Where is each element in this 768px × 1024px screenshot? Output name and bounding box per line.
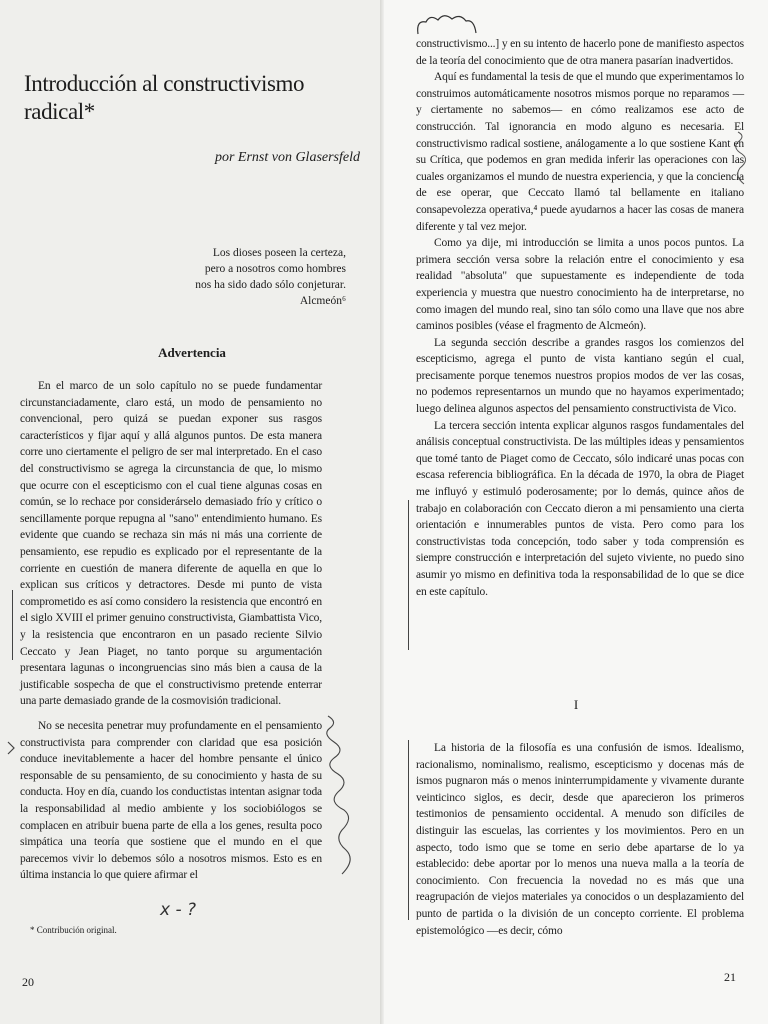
footnote: * Contribución original. [30, 925, 117, 935]
handwritten-note: x - ? [160, 900, 197, 920]
epigraph-line: Los dioses poseen la certeza, [212, 247, 346, 259]
page-number: 21 [724, 970, 736, 984]
paragraph-text: No se necesita penetrar muy profundamente en el pensamiento constructivista para comprender con claridad que esa posición conduce inevitablemente a hacer del hombre pensante el único responsable de su pensamiento, de su conocimiento y hasta de su conducta. Hoy en día, cuando los conductistas intentan asignar toda la responsabilidad al medio ambiente y los sociobiólogos se complacen en atribuir buena parte de ella a los genes, resulta poco simpática una teoría que sostiene que el mundo en el que parecemos vivir lo debemos sólo a nosotros mismos. Esto es en última instancia lo que quiere afirmar el [20, 720, 322, 882]
paragraph-text: La historia de la filosofía es una confusión de ismos. Idealismo, racionalismo, nominalismo, realismo, escepticismo y docenas más de ismos pugnaron más o menos ininterrumpidamente y vivamente durante veinticinco siglos, es decir, desde que aparecieron los primeros testimonios de pensamiento occidental. A menudo son difíciles de distinguir las escuelas, las corrientes y los movimientos. Pero en un aspecto, todo ismo que se tome en serio debe apartarse de lo ya establecido: debe aportar por lo menos una nueva malla a la teoría de conocimiento. Con frecuencia la novedad no es más que una reagrupación de viejos materiales ya conocidos o un desplazamiento del punto de partida o la división de un concepto corriente. El problema epistemológico —es decir, cómo [416, 742, 744, 937]
margin-mark-icon [736, 130, 748, 190]
epigraph-attribution: Alcmeón⁶ [299, 295, 346, 307]
author-line: por Ernst von Glasersfeld [214, 150, 360, 165]
paragraph-text: constructivismo...] y en su intento de hacerlo pone de manifiesto aspectos de la teoría del conocimiento que de otra manera pasarían inadvertidos. [416, 38, 744, 67]
margin-line [408, 740, 409, 920]
section-numeral: I [573, 697, 579, 712]
page-number: 20 [22, 975, 34, 989]
epigraph [146, 245, 346, 309]
chapter-title: Introducción al constructivismo radical* [24, 71, 305, 124]
margin-line [408, 500, 409, 650]
section-heading: Advertencia [158, 345, 226, 360]
right-page [384, 0, 768, 1024]
body-column [416, 740, 744, 939]
paragraph-text: Como ya dije, mi introducción se limita a unos pocos puntos. La primera sección versa sobre la relación entre el conocimiento y esa realidad "absoluta" que supuestamente es independiente de toda experiencia y muestra que nuestro conocimiento ha de interpretarse, no como imagen del mundo real, sino tan sólo como una llave que nos abre caminos posibles (véase el fragmento de Alcmeón). [416, 237, 744, 333]
epigraph-line: pero a nosotros como hombres [204, 263, 346, 275]
body-column [416, 36, 744, 600]
paragraph-text: En el marco de un solo capítulo no se puede fundamentar circunstanciadamente, claro está, un modo de pensamiento no convencional, pero quizá se puedan exponer sus rasgos característicos y fijar aquí y allá algunos puntos. De esta manera corre uno ciertamente el peligro de ser mal interpretado. En el caso del constructivismo se agrega la circunstancia de que, lo mismo que ocurre con el escepticismo con el cual tiene algunas cosas en común, se lo rechace por considerárselo demasiado frío y crítico o sencillamente porque repugna al "sano" entendimiento humano. Es evidente que cuando se rechaza sin más ni más una corriente de pensamiento, ese repudio es explicado por el representante de la corriente en cuestión de manera diferente de aquella en que lo explican sus críticos y detractores. Desde mi punto de vista comprometido es así como considero la resistencia que encontró en el siglo XVIII el primer genuino constructivista, Giambattista Vico, y la resistencia que encontraron en un pasado reciente Silvio Ceccato y Jean Piaget, no tanto porque su argumentación presentara lagunas o incongruencias sino más bien a causa de la justificable sospecha de que el constructivismo pretende enterrar una parte demasiado grande de la cosmovisión tradicional. [20, 380, 322, 708]
paragraph-text: Aquí es fundamental la tesis de que el mundo que experimentamos lo construimos automáticamente nosotros mismos porque no reparamos —y ciertamente no sabemos— en cómo realizamos ese acto de construcción. Tal ignorancia en modo alguno es necesaria. El constructivismo radical sostiene, análogamente a lo que sostiene Kant en su Crítica, que podemos en gran medida inferir las operaciones con las cuales organizamos el mundo de nuestra experiencia, y que la conciencia de ese operar, que Ceccato llamó tal bellamente en italiano consapevolezza operativa,⁴ puede ayudarnos a hacer las cosas de manera diferente y tal vez mejor. [416, 71, 744, 233]
body-paragraph [20, 718, 322, 884]
margin-line [12, 590, 13, 660]
epigraph-line: nos ha sido dado sólo conjeturar. [195, 279, 346, 291]
margin-mark-icon [6, 740, 18, 756]
margin-scribble-icon [320, 712, 350, 882]
body-paragraph [20, 378, 322, 710]
paragraph-text: La tercera sección intenta explicar algunos rasgos fundamentales del análisis conceptual constructivista. De las múltiples ideas y pensamientos que tomé tanto de Piaget como de Ceccato, sólo indicaré unas pocas con escasa referencia bibliográfica. En la década de 1970, la obra de Piaget me influyó y estimuló poderosamente; por lo demás, quince años de trabajo en colaboración con Ceccato dieron a mi pensamiento una cierta orientación e innumerables puntos de vista. Pero como para los constructivistas toda concepción, todo saber y toda comprensión es siempre construcción e interpretación del sujeto viviente, no puedo sino asumir yo mismo en definitiva toda la responsabilidad de lo que se dice en este capítulo. [416, 419, 744, 598]
cloud-scribble-icon [414, 14, 484, 36]
paragraph-text: La segunda sección describe a grandes rasgos los comienzos del escepticismo, agrega el punto de vista kantiano según el cual, precisamente porque tenemos nuestros propios modos de ver las cosas, no podemos representarnos un mundo que no hayamos experimentado; luego delinea algunos aspectos del pensamiento constructivista de Vico. [416, 336, 744, 416]
